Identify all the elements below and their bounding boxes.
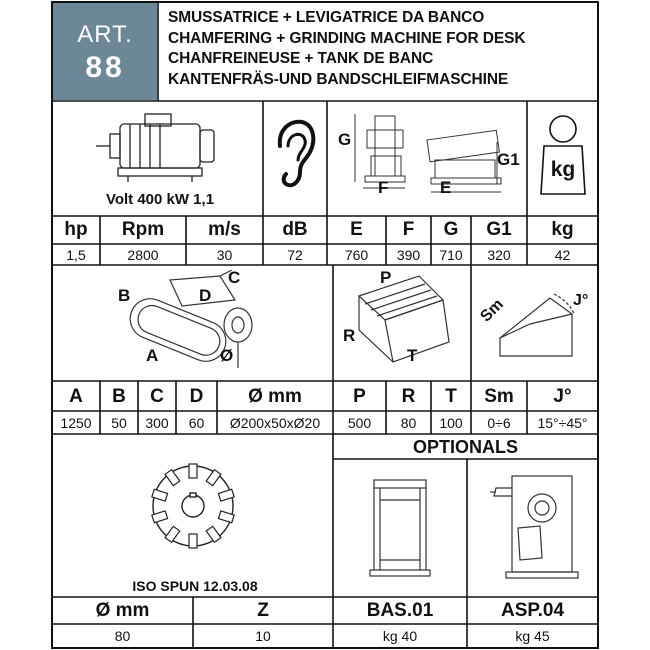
cutter-tooth [189,464,197,478]
specs2-value-a: 1250 [60,415,92,431]
specs2-header-row [0,386,650,410]
specs2-header-p: P [353,386,366,407]
belt-diagram [120,270,270,375]
specs2-value-c: 300 [145,415,169,431]
table-label-t: T [407,346,418,365]
art-label: ART. [77,21,133,48]
specs2-header-dia: Ø mm [248,386,302,407]
specs2-header-r: R [401,386,416,407]
specs2-value-r: 80 [400,415,417,431]
title-fr: CHANFREINEUSE + TANK DE BANC [168,50,434,67]
belt-label-b: B [118,286,131,305]
specs2-value-d: 60 [188,415,205,431]
title-it: SMUSSATRICE + LEVIGATRICE DA BANCO [168,9,485,26]
weight-icon-label: kg [550,158,576,181]
specs1-value-e: 760 [344,247,369,263]
title-en: CHAMFERING + GRINDING MACHINE FOR DESK [168,29,526,47]
specs2-value-t: 100 [439,415,463,431]
specs2-header-j: J° [553,386,572,407]
specs1-value-rpm: 2800 [127,247,159,263]
stand-bas01-diagram [350,470,450,585]
specs2-value-dia: Ø200x50xØ20 [229,415,321,431]
dim-label-f: F [378,178,389,197]
dim-label-g1: G1 [497,150,520,169]
cutter-tooth [165,470,180,486]
specs3-header-asp04: ASP.04 [500,600,565,621]
angle-label-sm: Sm [477,295,507,326]
angle-label-j: J° [573,292,589,309]
specs1-value-g1: 320 [487,247,511,263]
cutter-tooth [206,470,221,486]
ear-icon [272,118,318,190]
specs2-value-sm: 0÷6 [487,415,511,431]
belt-label-a: A [146,346,159,365]
specs2-value-b: 50 [111,415,127,431]
specs1-value-hp: 1,5 [66,247,86,263]
specs1-header-db: dB [282,219,308,240]
table-label-p: P [380,268,392,287]
specs2-header-b: B [112,386,126,407]
specs1-value-f: 390 [396,247,421,263]
product-title-block [168,10,593,88]
specs1-value-row [0,246,650,264]
specs2-value-p: 500 [347,415,372,431]
specs3-header-row [0,600,650,624]
cutter-tooth [206,526,221,542]
weight-icon [538,112,588,196]
motor-spec-label: Volt 400 kW 1,1 [105,191,215,208]
specs2-value-j: 15°÷45° [537,415,588,431]
specs1-header-row [0,219,650,243]
specs1-header-ms: m/s [208,219,241,240]
title-de: KANTENFRÄS-UND BANDSCHLEIFMASCHINE [168,70,509,88]
specs3-header-dia: Ø mm [95,600,150,621]
specs1-value-ms: 30 [216,247,233,263]
specs3-header-bas01: BAS.01 [366,600,434,621]
specs1-header-rpm: Rpm [121,219,165,240]
specs3-value-bas01: kg 40 [382,628,418,644]
dim-label-e: E [440,178,452,197]
optionals-title: OPTIONALS [412,437,518,457]
specs3-value-row [0,627,650,645]
specs1-header-g: G [443,219,459,240]
electric-motor-icon [90,112,230,186]
specs1-value-kg: 42 [554,247,571,263]
dim-label-g: G [338,130,352,149]
cutter-tooth [165,526,180,542]
specs2-header-a: A [69,386,83,407]
specs2-header-c: C [150,386,164,407]
specs1-value-g: 710 [439,247,463,263]
specs3-value-asp04: kg 45 [515,628,550,644]
specs2-header-t: T [445,386,457,407]
specs1-header-hp: hp [64,219,88,240]
belt-label-dia: Ø [220,346,234,365]
specs1-header-f: F [402,219,415,240]
cutter-caption: ISO SPUN 12.03.08 [132,578,258,594]
belt-label-c: C [228,268,241,287]
specs3-header-z: Z [257,600,269,621]
specs2-value-row [0,414,650,432]
specs2-header-sm: Sm [484,386,514,407]
cutter-disc-icon [145,458,241,554]
cutter-tooth [189,534,197,548]
belt-label-d: D [199,286,212,305]
table-label-r: R [343,326,356,345]
specs1-header-e: E [350,219,363,240]
sanding-table-diagram [345,270,463,375]
specs1-header-g1: G1 [486,219,512,240]
art-badge [53,3,157,100]
art-number: 88 [85,51,125,84]
specs3-value-dia: 80 [114,628,131,644]
specs2-header-d: D [189,386,204,407]
specs1-header-kg: kg [551,219,574,240]
specs3-value-z: 10 [255,628,271,644]
extractor-asp04-diagram [482,468,586,583]
specs1-value-db: 72 [287,247,303,263]
